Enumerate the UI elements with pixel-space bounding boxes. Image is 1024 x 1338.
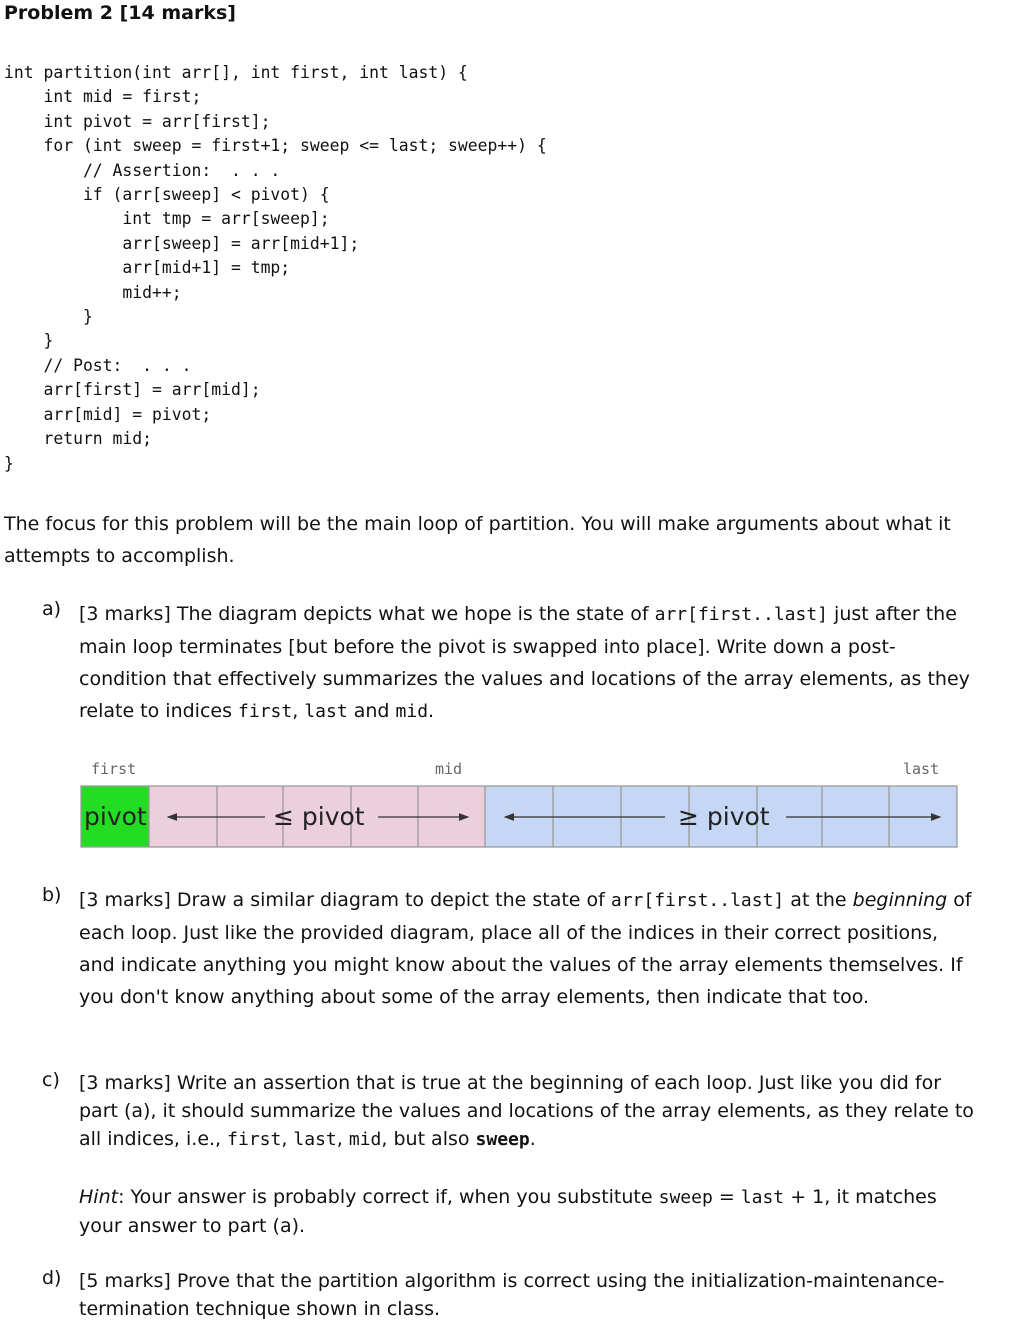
text-run: [3 marks] Draw a similar diagram to depict the state of [79,889,611,911]
part-a-label: a) [42,598,62,620]
intro-paragraph: The focus for this problem will be the main loop of partition. You will make arguments about what it attempts to accomplish. [4,513,951,567]
text-run: of each loop. Just like the provided diagram, place all of the indices in their correct positions, and indicate anything you might know about the values of the array elements themselves. If you don't know anything about some of the array elements, then indicate that too. [79,889,972,1008]
text-run: [3 marks] Write an assertion that is true at the beginning of each loop. Just like you did for part (a), it should summarize the values and locations of the array elements, as they relate to all indices, i.e., [79,1072,974,1150]
text-run: , [336,1128,349,1150]
code-line: // Assertion: . . . [4,160,281,180]
index-first: first [91,760,137,778]
code-term: last [304,701,348,722]
text-run: , but also [381,1128,476,1150]
text-run: . [428,700,435,722]
code-term: first [238,701,293,722]
le-pivot-label: ≤ pivot [273,802,365,831]
code-line: int tmp = arr[sweep]; [4,209,330,229]
ge-pivot-label: ≥ pivot [678,802,770,831]
code-line: int pivot = arr[first]; [4,111,271,131]
code-line: // Post: . . . [4,355,192,375]
code-term: arr[first..last] [610,890,785,911]
part-c-text [79,1069,979,1154]
code-term: sweep [475,1129,530,1150]
code-term: first [227,1129,282,1150]
code-line: int mid = first; [4,87,202,107]
text-run: = [712,1186,741,1208]
pivot-label: pivot [84,802,147,831]
code-term: arr[first..last] [654,604,828,625]
text-run: , [292,700,305,722]
code-line: } [4,307,93,327]
code-line: arr[mid+1] = tmp; [4,258,291,278]
text-run: [3 marks] The diagram depicts what we hope is the state of [79,603,655,625]
code-line: mid++; [4,282,182,302]
code-term: sweep [658,1187,713,1208]
code-line: return mid; [4,429,153,449]
part-d-label: d) [42,1267,62,1289]
code-line: arr[first] = arr[mid]; [4,380,261,400]
code-line: } [4,453,14,473]
part-b-text [79,884,979,1013]
emphasis: beginning [852,889,948,911]
code-line: for (int sweep = first+1; sweep <= last; sweep++) { [4,136,547,156]
text-run: at the [784,889,853,911]
code-term: mid [395,701,429,722]
text-run: just after the main loop terminates [but before the pivot is swapped into place]. Write down a post-condition that effectively summarizes the values and locations of the array elements, as they relate to indices [79,603,970,722]
problem-title: Problem 2 [14 marks] [4,2,236,24]
code-line: if (arr[sweep] < pivot) { [4,185,330,205]
text-run: , [281,1128,294,1150]
text-run: . [529,1128,536,1150]
code-line: int partition(int arr[], int first, int last) { [4,63,468,82]
emphasis: Hint [79,1186,119,1208]
part-c-label: c) [42,1069,60,1091]
text-run: : Your answer is probably correct if, when you substitute [118,1186,659,1208]
code-line: arr[mid] = pivot; [4,404,212,424]
code-line: arr[sweep] = arr[mid+1]; [4,233,360,253]
text-run: and [347,700,396,722]
code-term: last [293,1129,337,1150]
code-term: mid [348,1129,382,1150]
part-c-hint [79,1183,979,1240]
index-last: last [903,760,940,778]
part-b-label: b) [42,884,62,906]
code-line: } [4,331,54,351]
index-mid: mid [435,760,463,778]
part-d-text: [5 marks] Prove that the partition algorithm is correct using the initialization-maintenance-termination technique shown in class. [79,1270,945,1320]
text-run: + 1, it matches your answer to part (a). [79,1186,937,1237]
code-term: last [740,1187,785,1208]
